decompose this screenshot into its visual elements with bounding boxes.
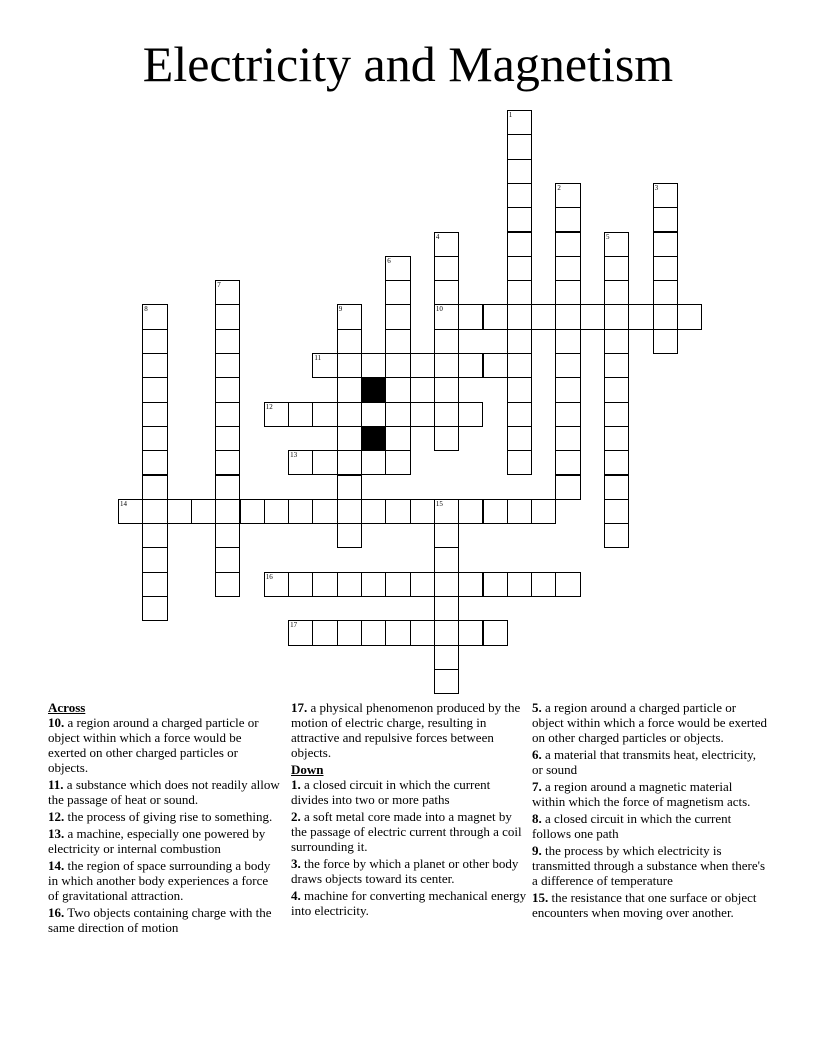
grid-cell[interactable]	[215, 572, 240, 597]
grid-cell[interactable]	[604, 450, 629, 475]
grid-cell[interactable]	[434, 596, 459, 621]
down-clue	[291, 777, 527, 807]
clue-number: 15	[435, 499, 443, 508]
clue-column-1	[48, 700, 280, 937]
grid-cell[interactable]	[215, 450, 240, 475]
clue-number: 9	[338, 305, 343, 314]
grid-cell[interactable]	[434, 232, 459, 257]
clue-text: a machine, especially one powered by electricity or internal combustion	[48, 826, 266, 856]
clue-text: the process by which electricity is transmitted through a substance when there's a difference of temperature	[532, 843, 766, 888]
grid-cell[interactable]	[555, 207, 580, 232]
down-clue	[291, 809, 527, 854]
clue-label: 8.	[532, 811, 542, 826]
grid-cell[interactable]	[434, 523, 459, 548]
grid-cell[interactable]	[604, 523, 629, 548]
grid-cell[interactable]	[385, 280, 410, 305]
clue-text: the force by which a planet or other body draws objects toward its center.	[291, 856, 519, 886]
clue-text: a closed circuit in which the current follows one path	[532, 811, 732, 841]
grid-cell[interactable]	[507, 183, 532, 208]
grid-cell[interactable]	[410, 620, 435, 645]
grid-cell[interactable]	[385, 256, 410, 281]
grid-cell[interactable]	[507, 499, 532, 524]
grid-cell[interactable]	[434, 669, 459, 694]
clue-label: 16.	[48, 905, 65, 920]
grid-cell[interactable]	[385, 450, 410, 475]
grid-cell[interactable]	[288, 402, 313, 427]
clue-text: the resistance that one surface or object encounters when moving over another.	[532, 890, 757, 920]
grid-cell[interactable]	[434, 620, 459, 645]
grid-cell[interactable]	[604, 353, 629, 378]
grid-cell[interactable]	[483, 572, 508, 597]
down-clue	[532, 890, 768, 920]
grid-cell[interactable]	[458, 572, 483, 597]
grid-cell[interactable]	[653, 256, 678, 281]
grid-cell[interactable]	[507, 572, 532, 597]
grid-cell[interactable]	[361, 353, 386, 378]
down-clue	[532, 811, 768, 841]
grid-cell[interactable]	[385, 572, 410, 597]
grid-cell[interactable]	[361, 499, 386, 524]
grid-cell[interactable]	[458, 620, 483, 645]
down-clue	[532, 843, 768, 888]
grid-cell[interactable]	[434, 329, 459, 354]
grid-cell[interactable]	[434, 402, 459, 427]
clue-text: a substance which does not readily allow the passage of heat or sound.	[48, 777, 280, 807]
clue-label: 9.	[532, 843, 542, 858]
clue-label: 1.	[291, 777, 301, 792]
grid-cell[interactable]	[458, 353, 483, 378]
grid-cell[interactable]	[604, 304, 629, 329]
grid-cell[interactable]	[604, 280, 629, 305]
grid-cell[interactable]	[483, 304, 508, 329]
grid-cell[interactable]	[507, 134, 532, 159]
grid-cell[interactable]	[507, 353, 532, 378]
grid-cell[interactable]	[653, 183, 678, 208]
grid-cell[interactable]	[385, 353, 410, 378]
grid-cell[interactable]	[385, 620, 410, 645]
grid-cell[interactable]	[361, 450, 386, 475]
grid-cell[interactable]	[483, 620, 508, 645]
across-heading: Across	[48, 700, 86, 715]
grid-cell[interactable]	[215, 547, 240, 572]
grid-cell[interactable]	[410, 499, 435, 524]
grid-cell[interactable]	[361, 402, 386, 427]
grid-cell[interactable]	[312, 402, 337, 427]
grid-block	[361, 426, 386, 451]
grid-cell[interactable]	[555, 377, 580, 402]
grid-cell[interactable]	[555, 426, 580, 451]
down-heading: Down	[291, 762, 324, 777]
across-clue	[48, 809, 280, 824]
grid-cell[interactable]	[507, 232, 532, 257]
clue-number: 3	[654, 183, 659, 192]
grid-cell[interactable]	[555, 450, 580, 475]
clue-number: 16	[265, 572, 273, 581]
clue-number: 1	[508, 111, 513, 119]
grid-cell[interactable]	[555, 256, 580, 281]
clue-text: the process of giving rise to something.	[64, 809, 273, 824]
grid-cell[interactable]	[507, 280, 532, 305]
grid-cell[interactable]	[142, 304, 167, 329]
grid-cell[interactable]	[215, 402, 240, 427]
down-clue	[532, 747, 768, 777]
page-title: Electricity and Magnetism	[142, 36, 674, 92]
grid-cell[interactable]	[604, 329, 629, 354]
across-clue	[48, 715, 280, 775]
grid-cell[interactable]	[385, 377, 410, 402]
clue-text: machine for converting mechanical energy into electricity.	[291, 888, 527, 918]
grid-cell[interactable]	[142, 523, 167, 548]
grid-cell[interactable]	[434, 304, 459, 329]
across-clue	[48, 777, 280, 807]
grid-cell[interactable]	[531, 304, 556, 329]
grid-cell[interactable]	[507, 110, 532, 135]
grid-cell[interactable]	[385, 329, 410, 354]
grid-cell[interactable]	[215, 426, 240, 451]
across-clue	[48, 905, 280, 935]
grid-cell[interactable]	[312, 353, 337, 378]
grid-cell[interactable]	[434, 645, 459, 670]
grid-cell[interactable]	[434, 572, 459, 597]
grid-cell[interactable]	[215, 475, 240, 500]
grid-cell[interactable]	[288, 572, 313, 597]
grid-cell[interactable]	[434, 256, 459, 281]
grid-cell[interactable]	[555, 475, 580, 500]
grid-cell[interactable]	[167, 499, 192, 524]
grid-cell[interactable]	[288, 499, 313, 524]
clue-label: 3.	[291, 856, 301, 871]
grid-cell[interactable]	[458, 304, 483, 329]
grid-cell[interactable]	[142, 572, 167, 597]
clue-text: a region around a charged particle or object within which a force would be exerted on other charged particles or objects.	[48, 715, 259, 775]
grid-cell[interactable]	[555, 280, 580, 305]
grid-cell[interactable]	[507, 402, 532, 427]
grid-cell[interactable]	[191, 499, 216, 524]
grid-cell[interactable]	[215, 353, 240, 378]
grid-cell[interactable]	[507, 207, 532, 232]
clue-number: 5	[606, 232, 610, 241]
clue-number: 17	[290, 621, 298, 630]
grid-cell[interactable]	[361, 620, 386, 645]
down-clue	[291, 856, 527, 886]
grid-cell[interactable]	[337, 499, 362, 524]
grid-cell[interactable]	[580, 304, 605, 329]
down-clue	[532, 700, 768, 745]
clue-number: 14	[120, 499, 127, 508]
clue-label: 17.	[291, 700, 308, 715]
grid-cell[interactable]	[142, 377, 167, 402]
clue-label: 11.	[48, 777, 64, 792]
grid-cell[interactable]	[653, 207, 678, 232]
grid-cell[interactable]	[653, 280, 678, 305]
grid-cell[interactable]	[458, 402, 483, 427]
clue-text: the region of space surrounding a body in which another body experiences a force of gravitational attraction.	[48, 858, 271, 903]
grid-cell[interactable]	[604, 475, 629, 500]
grid-cell[interactable]	[142, 499, 167, 524]
grid-cell[interactable]	[142, 353, 167, 378]
grid-cell[interactable]	[604, 256, 629, 281]
grid-cell[interactable]	[628, 304, 653, 329]
clue-label: 13.	[48, 826, 65, 841]
grid-cell[interactable]	[312, 620, 337, 645]
grid-cell[interactable]	[118, 499, 143, 524]
clue-label: 12.	[48, 809, 65, 824]
grid-cell[interactable]	[531, 572, 556, 597]
grid-cell[interactable]	[142, 475, 167, 500]
down-clue	[291, 888, 527, 918]
clue-text: a soft metal core made into a magnet by the passage of electric current through a coil surrounding it.	[291, 809, 522, 854]
grid-cell[interactable]	[483, 353, 508, 378]
clue-number: 6	[387, 256, 391, 265]
grid-cell[interactable]	[337, 426, 362, 451]
clue-number: 8	[144, 305, 148, 314]
grid-block	[361, 377, 386, 402]
grid-cell[interactable]	[264, 402, 289, 427]
grid-cell[interactable]	[361, 572, 386, 597]
clue-label: 6.	[532, 747, 542, 762]
grid-cell[interactable]	[555, 572, 580, 597]
grid-cell[interactable]	[337, 402, 362, 427]
grid-cell[interactable]	[604, 499, 629, 524]
clue-number: 10	[435, 305, 443, 314]
grid-cell[interactable]	[385, 426, 410, 451]
clue-text: a closed circuit in which the current divides into two or more paths	[291, 777, 491, 807]
clue-text: a physical phenomenon produced by the motion of electric charge, resulting in attractive and repulsive forces between objects.	[291, 700, 521, 760]
clue-number: 2	[557, 183, 561, 192]
grid-cell[interactable]	[507, 256, 532, 281]
grid-cell[interactable]	[142, 329, 167, 354]
grid-cell[interactable]	[215, 304, 240, 329]
grid-cell[interactable]	[312, 450, 337, 475]
grid-cell[interactable]	[142, 402, 167, 427]
down-clue	[532, 779, 768, 809]
grid-cell[interactable]	[555, 232, 580, 257]
grid-cell[interactable]	[385, 402, 410, 427]
grid-cell[interactable]	[555, 304, 580, 329]
grid-cell[interactable]	[604, 402, 629, 427]
clue-text: a material that transmits heat, electricity, or sound	[532, 747, 757, 777]
grid-cell[interactable]	[142, 450, 167, 475]
clue-number: 13	[290, 451, 298, 460]
clue-text: a region around a charged particle or object within which a force would be exerted on other charged particles or objects.	[532, 700, 767, 745]
grid-cell[interactable]	[434, 499, 459, 524]
clue-text: a region around a magnetic material within which the force of magnetism acts.	[532, 779, 751, 809]
grid-cell[interactable]	[312, 572, 337, 597]
clue-number: 7	[217, 281, 221, 290]
grid-cell[interactable]	[507, 426, 532, 451]
clue-label: 10.	[48, 715, 65, 730]
grid-cell[interactable]	[337, 377, 362, 402]
grid-cell[interactable]	[458, 499, 483, 524]
across-clue	[291, 700, 527, 760]
clue-number: 12	[265, 402, 273, 411]
grid-cell[interactable]	[288, 450, 313, 475]
grid-cell[interactable]	[312, 499, 337, 524]
clue-number: 4	[435, 232, 440, 241]
grid-cell[interactable]	[604, 232, 629, 257]
grid-cell[interactable]	[215, 499, 240, 524]
grid-cell[interactable]	[264, 499, 289, 524]
across-clue	[48, 858, 280, 903]
grid-cell[interactable]	[483, 499, 508, 524]
grid-cell[interactable]	[337, 353, 362, 378]
grid-cell[interactable]	[555, 183, 580, 208]
grid-cell[interactable]	[385, 499, 410, 524]
clue-column-3	[532, 700, 768, 922]
grid-cell[interactable]	[507, 377, 532, 402]
clue-label: 14.	[48, 858, 65, 873]
grid-cell[interactable]	[434, 280, 459, 305]
clue-number: 11	[314, 354, 322, 362]
grid-cell[interactable]	[434, 377, 459, 402]
grid-cell[interactable]	[507, 159, 532, 184]
grid-cell[interactable]	[337, 572, 362, 597]
grid-cell[interactable]	[677, 304, 702, 329]
grid-cell[interactable]	[410, 402, 435, 427]
grid-cell[interactable]	[337, 475, 362, 500]
clue-label: 7.	[532, 779, 542, 794]
grid-cell[interactable]	[264, 572, 289, 597]
grid-cell[interactable]	[653, 329, 678, 354]
grid-cell[interactable]	[385, 304, 410, 329]
grid-cell[interactable]	[507, 304, 532, 329]
grid-cell[interactable]	[653, 304, 678, 329]
grid-cell[interactable]	[410, 353, 435, 378]
clue-column-2	[291, 700, 527, 920]
grid-cell[interactable]	[337, 329, 362, 354]
grid-cell[interactable]	[555, 353, 580, 378]
grid-cell[interactable]	[507, 450, 532, 475]
clue-label: 2.	[291, 809, 301, 824]
clue-label: 15.	[532, 890, 549, 905]
grid-cell[interactable]	[142, 596, 167, 621]
clue-label: 4.	[291, 888, 301, 903]
grid-cell[interactable]	[653, 232, 678, 257]
grid-cell[interactable]	[555, 402, 580, 427]
grid-cell[interactable]	[555, 329, 580, 354]
grid-cell[interactable]	[240, 499, 265, 524]
grid-cell[interactable]	[434, 353, 459, 378]
grid-cell[interactable]	[215, 280, 240, 305]
grid-cell[interactable]	[142, 547, 167, 572]
clue-text: Two objects containing charge with the same direction of motion	[48, 905, 272, 935]
grid-cell[interactable]	[434, 547, 459, 572]
grid-cell[interactable]	[604, 426, 629, 451]
grid-cell[interactable]	[337, 523, 362, 548]
clue-label: 5.	[532, 700, 542, 715]
grid-cell[interactable]	[142, 426, 167, 451]
grid-cell[interactable]	[215, 329, 240, 354]
grid-cell[interactable]	[215, 377, 240, 402]
grid-cell[interactable]	[337, 450, 362, 475]
grid-cell[interactable]	[288, 620, 313, 645]
across-clue	[48, 826, 280, 856]
grid-cell[interactable]	[531, 499, 556, 524]
grid-cell[interactable]	[604, 377, 629, 402]
grid-cell[interactable]	[410, 572, 435, 597]
grid-cell[interactable]	[337, 620, 362, 645]
grid-cell[interactable]	[337, 304, 362, 329]
grid-cell[interactable]	[507, 329, 532, 354]
grid-cell[interactable]	[434, 426, 459, 451]
grid-cell[interactable]	[215, 523, 240, 548]
